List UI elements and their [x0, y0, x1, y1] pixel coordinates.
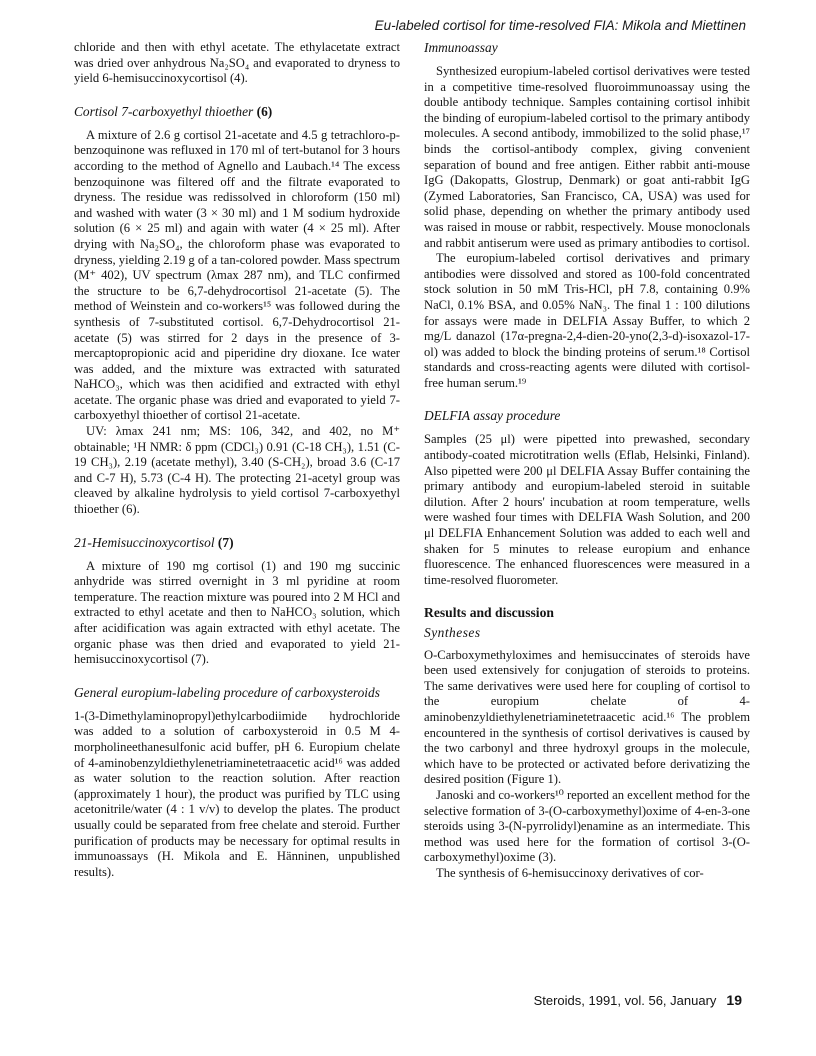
page-footer: [534, 992, 742, 1008]
paragraph: The synthesis of 6-hemisuccinoxy derivatives of cor-: [436, 865, 704, 880]
section-heading: DELFIA assay procedure: [424, 408, 561, 424]
paragraph: chloride and then with ethyl acetate. The ethylacetate extract was dried over anhydrous Na₂SO₄ and evaporated to dryness to yield 6-hemisuccinoxycortisol (4).: [74, 40, 400, 86]
paragraph: The europium-labeled cortisol derivatives and primary antibodies were dissolved and stored as 100-fold concentrated stock solution in 50 mM Tris-HCl, pH 7.8, containing 0.9% NaCl, 0.1% BSA, and 0.05% NaN₃. The final 1 : 100 dilutions for assays were made in DELFIA Assay Buffer, to which 2 mg/L danazol (17α-pregna-2,4-dien-20-yno(2,3-d)-isoxazol-17-ol) was added to block the binding proteins of serum.¹⁸ Cortisol standards and cross-reacting agents were diluted with cortisol-free human serum.¹⁹: [424, 251, 750, 390]
left-column: [74, 40, 400, 880]
section-heading: [74, 104, 400, 120]
section-heading: General europium-labeling procedure of carboxysteroids: [74, 684, 380, 700]
paragraph: A mixture of 190 mg cortisol (1) and 190 mg succinic anhydride was stirred overnight in 3 ml pyridine at room temperature. The reaction mixture was poured into 2 M HCl and extracted to ethyl acetate and then to NaHCO₃ solution, which after acidification was again extracted with ethyl acetate. The organic phase was then dried and evaporated to yield 21-hemisuccinoxycortisol (7).: [74, 558, 400, 667]
journal-citation: Steroids, 1991, vol. 56, January: [533, 993, 717, 1008]
compound-number: (6): [256, 103, 273, 119]
paragraph: Samples (25 μl) were pipetted into prewashed, secondary antibody-coated microtitration wells (Eflab, Helsinki, Finland). Also pipetted were 200 μl DELFIA Assay Buffer containing the primary antibody and europium-labeled steroid in suitable dilution. After 2 hours' incubation at room temperature, wells were washed four times with DELFIA Wash Solution, and 200 μl DELFIA Enhancement Solution was added to each well and shaken for 5 minutes to release europium and enhance fluorescence. The enhanced fluorescences were measured in a time-resolved fluorometer.: [424, 432, 750, 587]
compound-number: (7): [217, 534, 234, 550]
subsection-heading: Syntheses: [424, 625, 481, 640]
section-title: Cortisol 7-carboxyethyl thioether: [74, 103, 254, 119]
paragraph: A mixture of 2.6 g cortisol 21-acetate and 4.5 g tetrachloro-p-benzoquinone was refluxed in 170 ml of tert-butanol for 3 hours according to the method of Agnello and Laubach.¹⁴ The excess benzoquinone was filtered off and the filtrate evaporated to dryness. The residue was redissolved in chloroform (150 ml) and washed with water (3 × 30 ml) and 1 M sodium hydroxide solution (6 × 25 ml) and again with water (4 × 25 ml). After drying with Na₂SO₄, the chloroform phase was evaporated to dryness, yielding 2.19 g of a tan-colored powder. Mass spectrum (M⁺ 402), UV spectrum (λmax 287 nm), and TLC confirmed the structure to be 6,7-dehydrocortisol 21-acetate (5). The method of Weinstein and co-workers¹⁵ was followed during the synthesis of 7-substituted cortisol. 6,7-Dehydrocortisol 21-acetate (5) was stirred for 2 days in the presence of 3-mercaptopropionic acid and piperidine dry dioxane. Ice water was added, and the mixture was extracted with saturated NaHCO₃, which was then acidified and extracted with ethyl acetate. The organic phase was dried and evaporated to yield 7-carboxyethyl thioether of cortisol 21-acetate.: [74, 127, 400, 423]
paragraph: Janoski and co-workers¹⁰ reported an excellent method for the selective formation of 3-(O-carboxymethyl)oxime of 4-en-3-one steroids using 3-(N-pyrrolidyl)enamine as an intermediate. This method was used here for the formation of cortisol 3-(O-carboxymethyl)oxime (3).: [424, 787, 750, 865]
section-title: 21-Hemisuccinoxycortisol: [74, 534, 215, 550]
results-heading: Results and discussion: [424, 605, 554, 621]
paragraph: 1-(3-Dimethylaminopropyl)ethylcarbodiimide hydrochloride was added to a solution of carboxysteroid in 0.5 M 4-morpholineethanesulfonic acid buffer, pH 6. Europium chelate of 4-aminobenzyldiethylenetriaminetetraacetic acid¹⁶ was added as water solution to the reaction solution. After reaction (approximately 1 hour), the product was purified by TLC using acetonitrile/water (4 : 1 v/v) to develop the plates. The product usually could be separated from free chelate and steroid. Further purification of products may be necessary for optimal results in immunoassays (H. Mikola and E. Hänninen, unpublished results).: [74, 708, 400, 879]
paragraph: UV: λmax 241 nm; MS: 106, 342, and 402, no M⁺ obtainable; ¹H NMR: δ ppm (CDCl₃) 0.91 (C-18 CH₃), 1.51 (C-19 CH₃), 2.19 (acetate methyl), 3.40 (S-CH₂), broad 3.6 (C-17 and C-7 H), 5.73 (C-4 H). The protecting 21-acetyl group was cleaved by alkaline hydrolysis to yield cortisol 7-carboxyethyl thioether (6).: [74, 424, 400, 517]
right-column: [424, 40, 750, 882]
running-head: Eu-labeled cortisol for time-resolved FIA: Mikola and Miettinen: [374, 18, 746, 33]
paragraph: O-Carboxymethyloximes and hemisuccinates of steroids have been used extensively for conjugation of steroids to proteins. The same derivatives were used here for coupling of cortisol to the europium chelate of 4-aminobenzyldiethylenetriaminetetraacetic acid.¹⁶ The problem encountered in the synthesis of cortisol derivatives is caused by the two carbonyl and three hydroxyl groups in the molecule, which have to be protected or activated before derivatizing the desired position (Figure 1).: [424, 647, 750, 787]
page-number: 19: [726, 992, 742, 1008]
section-heading: Immunoassay: [424, 40, 498, 55]
section-heading: [74, 535, 400, 551]
paragraph: Synthesized europium-labeled cortisol derivatives were tested in a competitive time-resolved fluoroimmunoassay using the double antibody technique. Samples containing cortisol inhibit the binding of europium-labeled cortisol to the primary antibody molecules. A second antibody, immobilized to the solid phase,¹⁷ binds the cortisol-antibody complex, giving convenient separation of bound and free antigen. Either rabbit anti-mouse IgG (Dakopatts, Glostrup, Denmark) or goat anti-rabbit IgG (Zymed Laboratories, San Francisco, CA, USA) was used for solid phase, depending on whether the primary antibody used was raised in mouse or rabbit, respectively. Mouse monoclonals and rabbit antiserum were used as primary antibodies to cortisol.: [424, 64, 750, 250]
